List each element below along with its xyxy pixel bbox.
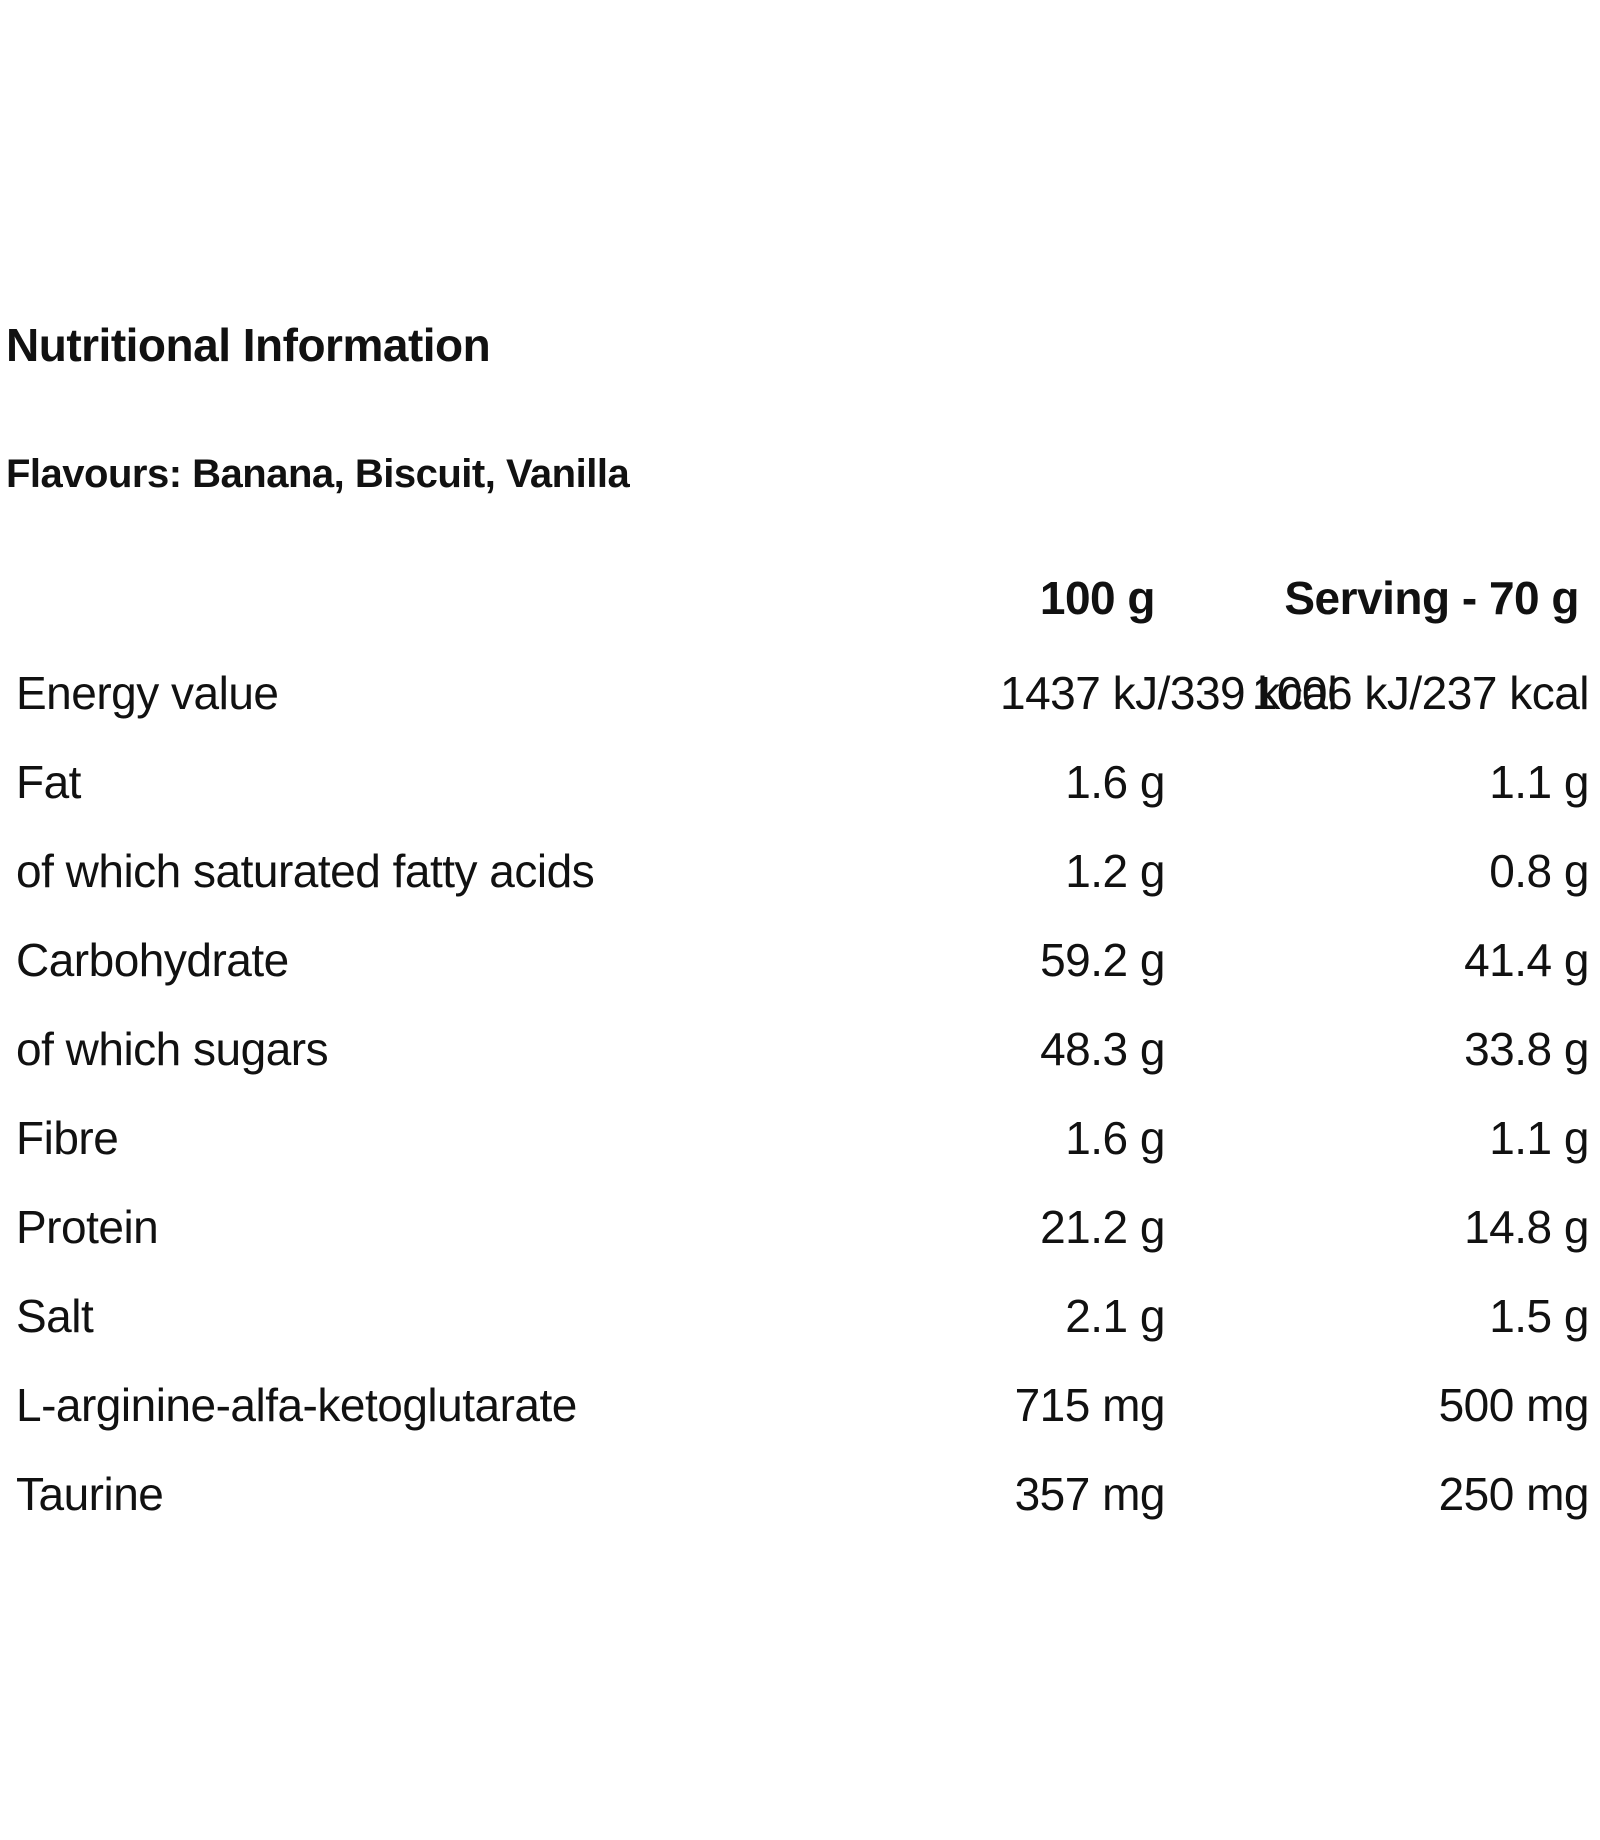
- nutrition-table: [0, 548, 1595, 1538]
- value-per-100g: 48.3 g: [1040, 1022, 1165, 1075]
- nutrient-name: Taurine: [16, 1467, 164, 1520]
- nutrient-name: Protein: [16, 1200, 159, 1253]
- value-per-serving: 1006 kJ/237 kcal: [1251, 666, 1589, 719]
- nutrient-name: L-arginine-alfa-ketoglutarate: [16, 1378, 577, 1431]
- table-row: [0, 826, 1595, 915]
- nutrient-name: Carbohydrate: [16, 933, 289, 986]
- table-row: [0, 915, 1595, 1004]
- table-row: [0, 1449, 1595, 1538]
- value-per-100g: 1.6 g: [1065, 1111, 1165, 1164]
- table-row: [0, 1093, 1595, 1182]
- value-per-100g: 357 mg: [1014, 1467, 1165, 1520]
- table-header: [0, 548, 1595, 648]
- value-per-serving: 33.8 g: [1464, 1022, 1589, 1075]
- value-per-serving: 41.4 g: [1464, 933, 1589, 986]
- value-per-100g: 21.2 g: [1040, 1200, 1165, 1253]
- table-row: [0, 737, 1595, 826]
- column-header-per-100g: 100 g: [1039, 572, 1155, 624]
- table-row: [0, 1182, 1595, 1271]
- flavours-label: Flavours: Banana, Biscuit, Vanilla: [6, 452, 630, 496]
- value-per-serving: 14.8 g: [1464, 1200, 1589, 1253]
- nutrient-name: Energy value: [16, 666, 279, 719]
- table-row: [0, 1271, 1595, 1360]
- value-per-100g: 1.2 g: [1065, 844, 1165, 897]
- nutrient-name: of which saturated fatty acids: [16, 844, 595, 897]
- table-row: [0, 1360, 1595, 1449]
- column-header-label: [0, 548, 1000, 648]
- value-per-serving: 250 mg: [1438, 1467, 1589, 1520]
- value-per-serving: 1.1 g: [1489, 1111, 1589, 1164]
- value-per-100g: 1437 kJ/339 kcal: [1000, 666, 1338, 719]
- value-per-serving: 0.8 g: [1489, 844, 1589, 897]
- column-header-serving: Serving - 70 g: [1284, 572, 1579, 624]
- table-body: [0, 648, 1595, 1538]
- nutrient-name: Fibre: [16, 1111, 119, 1164]
- table-row: [0, 648, 1595, 737]
- header-row: [0, 548, 1595, 648]
- value-per-serving: 500 mg: [1438, 1378, 1589, 1431]
- nutrient-name: of which sugars: [16, 1022, 329, 1075]
- value-per-100g: 59.2 g: [1040, 933, 1165, 986]
- nutrient-name: Fat: [16, 755, 81, 808]
- value-per-serving: 1.5 g: [1489, 1289, 1589, 1342]
- value-per-serving: 1.1 g: [1489, 755, 1589, 808]
- value-per-100g: 2.1 g: [1065, 1289, 1165, 1342]
- value-per-100g: 1.6 g: [1065, 755, 1165, 808]
- table-row: [0, 1004, 1595, 1093]
- page-title: Nutritional Information: [6, 319, 491, 371]
- nutrient-name: Salt: [16, 1289, 94, 1342]
- value-per-100g: 715 mg: [1014, 1378, 1165, 1431]
